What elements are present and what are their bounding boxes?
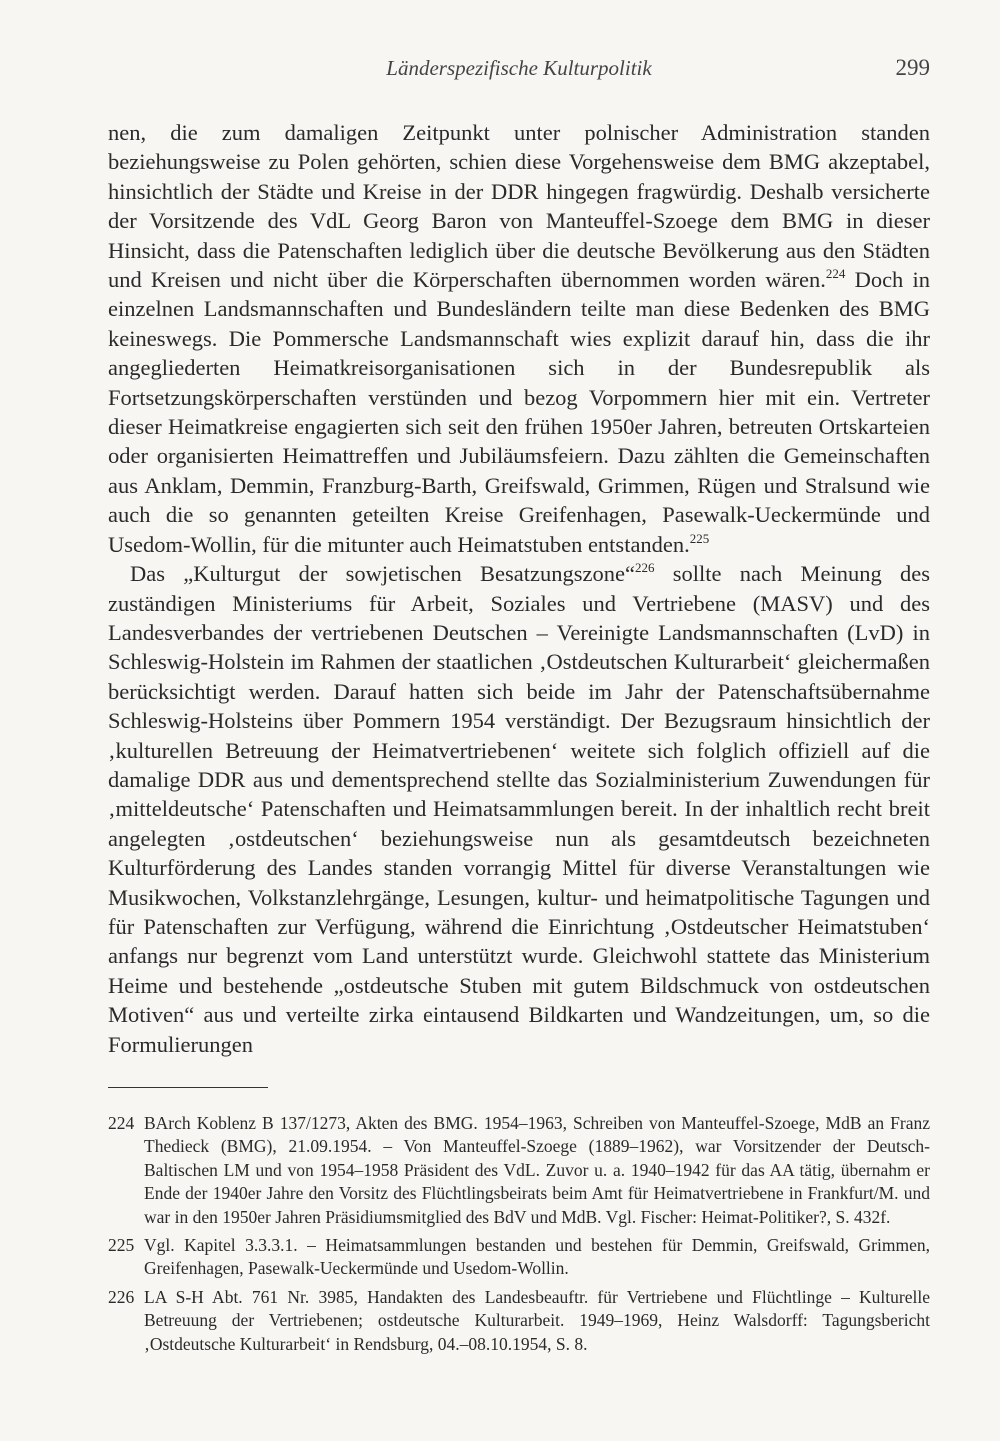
footnote-text: Vgl. Kapitel 3.3.3.1. – Heimatsammlungen bestanden und bestehen für Demmin, Greifswald, Grimmen, Greifenhagen, Pasewalk-Ueckermünde und Usedom-Wollin. [144,1235,930,1279]
footnote-number: 226 [108,1286,135,1307]
footnote-text: LA S-H Abt. 761 Nr. 3985, Handakten des Landesbeauftr. für Vertriebene und Flüchtlinge – Kulturelle Betreuung der Vertriebenen; ostdeutsche Kulturarbeit. 1949–1969, Heinz Walsdorff: Tagungsbericht ‚Ostdeutsche Kulturarbeit‘ in Rendsburg, 04.–08.10.1954, S. 8. [144,1286,930,1354]
footnotes [108,1112,930,1361]
running-head [108,50,930,86]
footnote [108,1234,930,1281]
footnote [108,1286,930,1356]
footnote [108,1112,930,1229]
footnote-ref: 226 [635,560,655,576]
footnote-text: BArch Koblenz B 137/1273, Akten des BMG. 1954–1963, Schreiben von Manteuffel-Szoege, MdB an Franz Thedieck (BMG), 21.09.1954. – Von Manteuffel-Szoege (1889–1962), war Vorsitzender der Deutsch-Baltischen LM und von 1954–1958 Präsident des VdL. Zuvor u. a. 1940–1942 für das AA tätig, übernahm er Ende der 1940er Jahre den Vorsitz des Flüchtlingsbeirats beim Amt für Heimatvertriebene in Frankfurt/M. und war in den 1950er Jahren Präsidiumsmitglied des BdV und MdB. Vgl. Fischer: Heimat-Politiker?, S. 432f. [144,1113,930,1227]
main-text [108,118,930,1059]
running-title: Länderspezifische Kulturpolitik [386,56,652,80]
footnote-ref: 224 [825,266,846,282]
footnote-number: 224 [108,1113,135,1133]
paragraph-text: Das „Kulturgut der sowjetischen Besatzungszone“ [130,561,635,587]
paragraph-text: nen, die zum damaligen Zeitpunkt unter polnischer Administration standen beziehungsweise zu Polen gehörten, schien diese Vorgehensweise dem BMG akzeptabel, hinsichtlich der Städte und Kreise in der DDR hingegen fragwürdig. Deshalb versicherte der Vorsitzende des VdL Georg Baron von Manteuffel-Szoege dem BMG in dieser Hinsicht, dass die Patenschaften lediglich über die deutsche Bevölkerung aus den Städten und Kreisen und nicht über die Körperschaften übernommen worden wären. [108,120,930,293]
paragraph [108,118,930,559]
paragraph-text: Doch in einzelnen Landsmannschaften und Bundesländern teilte man diese Bedenken des BMG keineswegs. Die Pommersche Landsmannschaft wies explizit darauf hin, dass die ihr angegliederten Heimatkreisorganisationen sich in der Bundesrepublik als Fortsetzungskörperschaften verstünden und bezog Vorpommern hier mit ein. Vertreter dieser Heimatkreise engagierten sich seit den frühen 1950er Jahren, betreuten Ortskarteien oder organisierten Heimattreffen und Jubiläumsfeiern. Dazu zählten die Gemeinschaften aus Anklam, Demmin, Franzburg-Barth, Greifswald, Grimmen, Rügen und Stralsund wie auch die so genannten geteilten Kreise Greifenhagen, Pasewalk-Ueckermünde und Usedom-Wollin, für die mitunter auch Heimatstuben entstanden. [108,267,930,557]
paragraph-text: sollte nach Meinung des zuständigen Ministeriums für Arbeit, Soziales und Vertriebene (MASV) und des Landesverbandes der vertriebenen Deutschen – Vereinigte Landsmannschaften (LvD) in Schleswig-Holstein im Rahmen der staatlichen ‚Ostdeutschen Kulturarbeit‘ gleichermaßen berücksichtigt werden. Darauf hatten sich beide im Jahr der Patenschaftsübernahme Schleswig-Holsteins über Pommern 1954 verständigt. Der Bezugsraum hinsichtlich der ‚kulturellen Betreuung der Heimatvertriebenen‘ weitete sich folglich offiziell auf die damalige DDR aus und dementsprechend stellte das Sozialministerium Zuwendungen für ‚mitteldeutsche‘ Patenschaften und Heimatsammlungen bereit. In der inhaltlich recht breit angelegten ‚ostdeutschen‘ beziehungsweise nun als gesamtdeutsch bezeichneten Kulturförderung des Landes standen vorrangig Mittel für diverse Veranstaltungen wie Musikwochen, Volkstanzlehrgänge, Lesungen, kultur- und heimatpolitische Tagungen und für Patenschaften zur Verfügung, während die Einrichtung ‚Ostdeutscher Heimatstuben‘ anfangs nur begrenzt vom Land unterstützt wurde. Gleichwohl stattete das Ministerium Heime und bestehende „ostdeutsche Stuben mit gutem Bildschmuck von ostdeutschen Motiven“ aus und verteilte zirka eintausend Bildkarten und Wandzeitungen, um, so die Formulierungen [108,561,930,1057]
paragraph [108,559,930,1059]
footnote-ref: 225 [689,530,710,546]
page-number: 299 [895,55,930,80]
footnote-number: 225 [108,1235,135,1256]
footnote-divider [108,1087,268,1088]
